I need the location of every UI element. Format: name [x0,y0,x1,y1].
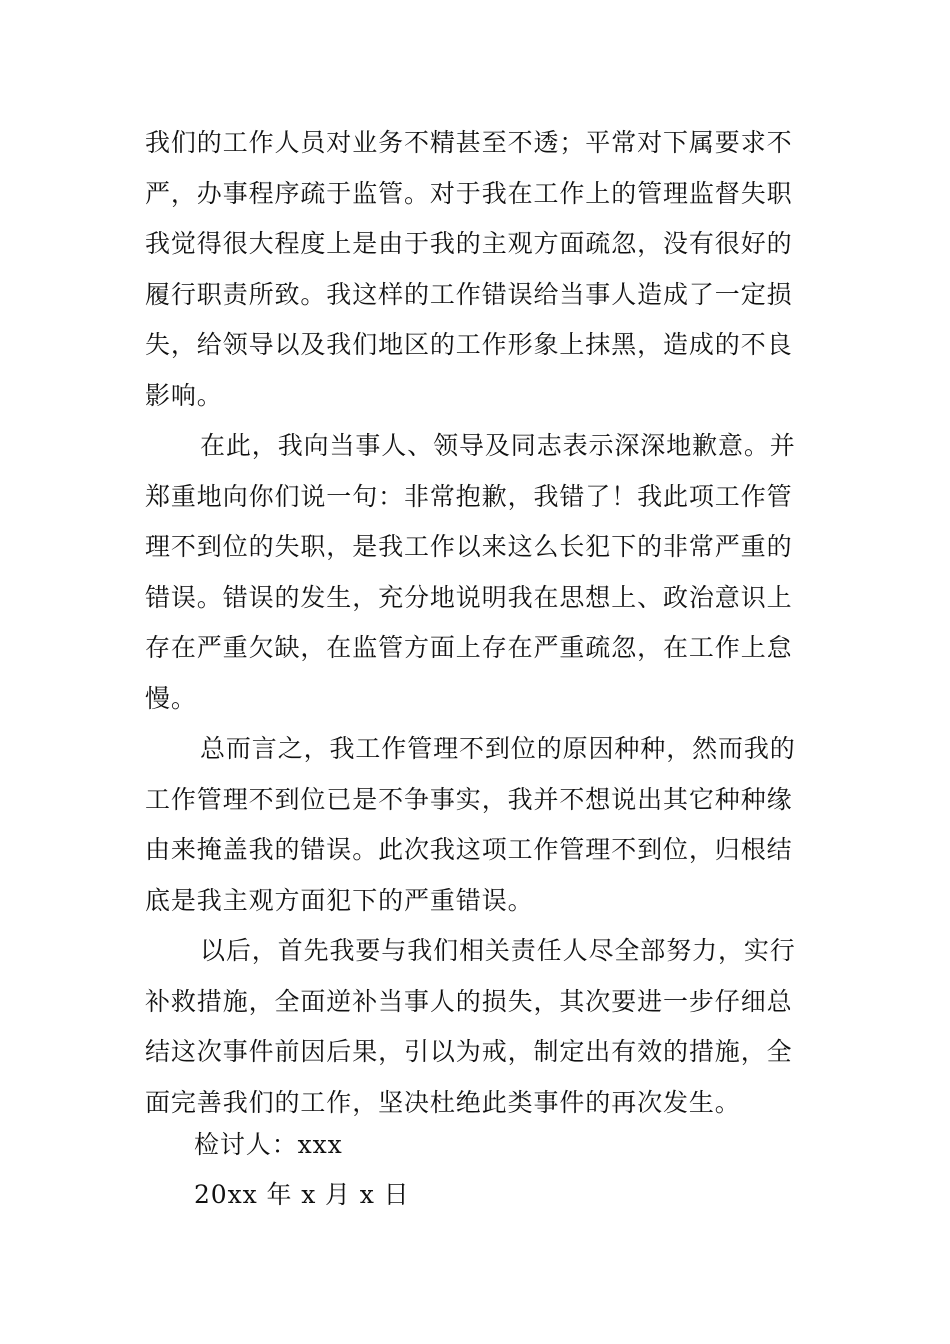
paragraph-3 [145,724,810,926]
text-line: 我觉得很大程度上是由于我的主观方面疏忽，没有很好的 [145,229,793,258]
signature-date: 20xx 年 x 月 x 日 [194,1180,410,1209]
text-line: 错误。错误的发生，充分地说明我在思想上、政治意识上 [145,582,793,612]
reviewer-signature: 检讨人：xxx [194,1130,343,1159]
text-line: 总而言之，我工作管理不到位的原因种种，然而我的 [200,734,796,763]
text-line: 慢。 [145,683,197,713]
text-line: 失，给领导以及我们地区的工作形象上抹黑，造成的不良 [145,330,793,359]
text-line: 工作管理不到位已是不争事实，我并不想说出其它种种缘 [145,784,793,814]
paragraph-4 [145,926,810,1128]
text-line: 履行职责所致。我这样的工作错误给当事人造成了一定损 [145,279,793,309]
document-body [145,118,810,1128]
text-line: 严，办事程序疏于监管。对于我在工作上的管理监督失职 [145,178,793,208]
text-line: 理不到位的失职，是我工作以来这么长犯下的非常严重的 [145,532,793,561]
paragraph-1 [145,118,810,421]
text-line: 郑重地向你们说一句：非常抱歉，我错了！我此项工作管 [145,481,793,511]
text-line: 由来掩盖我的错误。此次我这项工作管理不到位，归根结 [145,835,793,864]
text-line: 存在严重欠缺，在监管方面上存在严重疏忽，在工作上怠 [145,633,793,662]
text-line: 我们的工作人员对业务不精甚至不透；平常对下属要求不 [145,128,793,157]
text-line: 在此，我向当事人、领导及同志表示深深地歉意。并 [200,431,796,460]
paragraph-2 [145,421,810,724]
text-line: 面完善我们的工作，坚决杜绝此类事件的再次发生。 [145,1087,741,1117]
text-line: 以后，首先我要与我们相关责任人尽全部努力，实行 [200,936,796,965]
text-line: 影响。 [145,380,223,410]
text-line: 结这次事件前因后果，引以为戒，制定出有效的措施，全 [145,1037,793,1066]
text-line: 底是我主观方面犯下的严重错误。 [145,885,534,915]
text-line: 补救措施，全面逆补当事人的损失，其次要进一步仔细总 [145,986,793,1016]
